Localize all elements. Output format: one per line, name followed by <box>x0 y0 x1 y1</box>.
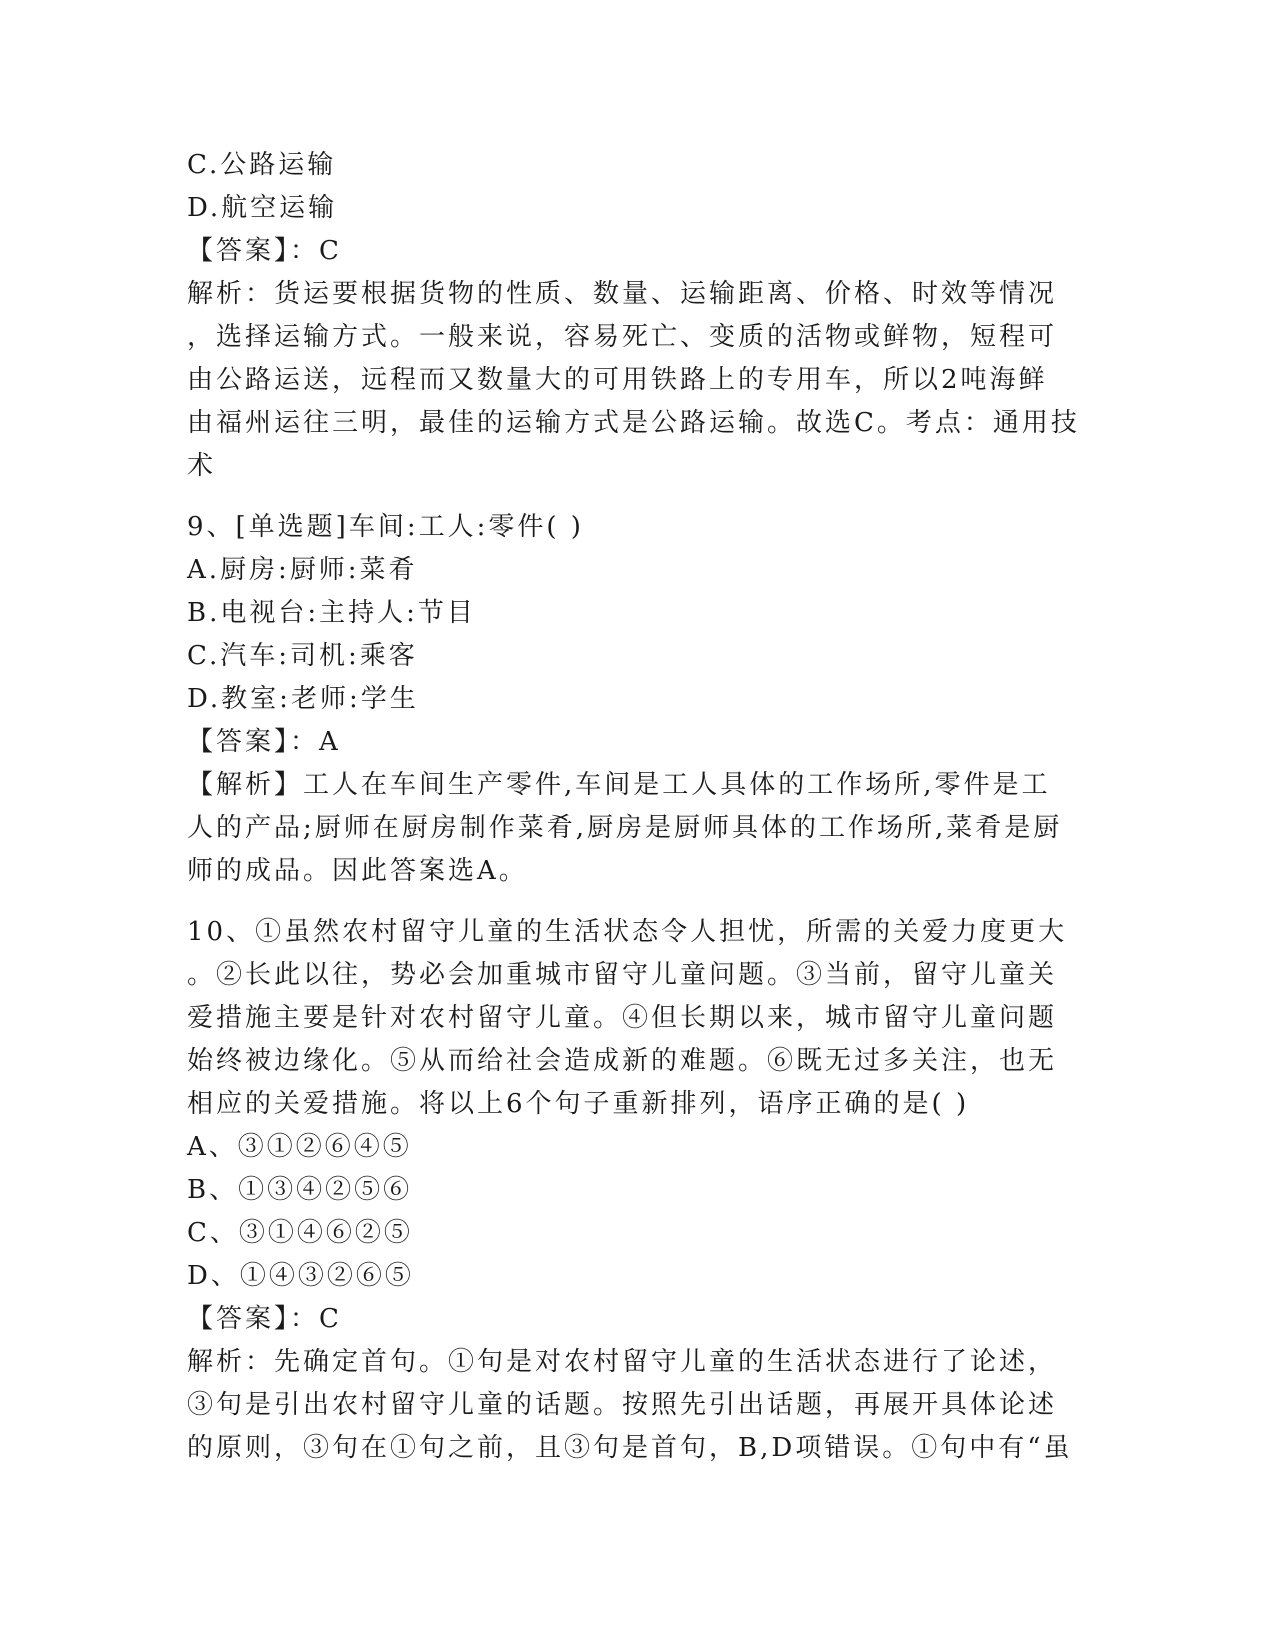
explanation-line: 由公路运送，远程而又数量大的可用铁路上的专用车，所以2吨海鲜 <box>187 365 1048 395</box>
answer: 【答案】：A <box>187 727 341 757</box>
explanation-line: ，选择运输方式。一般来说，容易死亡、变质的活物或鲜物，短程可 <box>187 322 1058 352</box>
explanation-line: 的原则，③句在①句之前，且③句是首句，B,D项错误。①句中有“虽 <box>187 1433 1073 1463</box>
explanation-line: 术 <box>187 451 217 481</box>
question-stem: 9、[单选题]车间:工人:零件( ) <box>187 512 584 542</box>
document-body <box>187 144 1087 1470</box>
explanation-line: 【解析】工人在车间生产零件,车间是工人具体的工作场所,零件是工 <box>187 770 1051 800</box>
question-10 <box>187 911 1087 1470</box>
question-8-tail <box>187 144 1087 488</box>
option-c: C.汽车:司机:乘客 <box>187 641 418 671</box>
explanation-line: 师的成品。因此答案选A。 <box>187 856 528 886</box>
option-d: D、①④③②⑥⑤ <box>187 1261 414 1291</box>
spacer <box>187 893 1087 911</box>
answer: 【答案】：C <box>187 236 342 266</box>
explanation-line: 解析：货运要根据货物的性质、数量、运输距离、价格、时效等情况 <box>187 279 1058 309</box>
question-stem: 爱措施主要是针对农村留守儿童。④但长期以来，城市留守儿童问题 <box>187 1003 1058 1033</box>
spacer <box>187 488 1087 506</box>
option-d: D.教室:老师:学生 <box>187 684 419 714</box>
question-9 <box>187 506 1087 893</box>
option-a: A.厨房:厨师:菜肴 <box>187 555 418 585</box>
question-stem: 始终被边缘化。⑤从而给社会造成新的难题。⑥既无过多关注，也无 <box>187 1046 1058 1076</box>
option-a: A、③①②⑥④⑤ <box>187 1132 412 1162</box>
option-d: D.航空运输 <box>187 193 338 223</box>
answer: 【答案】：C <box>187 1304 342 1334</box>
explanation-line: ③句是引出农村留守儿童的话题。按照先引出话题，再展开具体论述 <box>187 1390 1058 1420</box>
option-c: C.公路运输 <box>187 150 337 180</box>
question-stem: 。②长此以往，势必会加重城市留守儿童问题。③当前，留守儿童关 <box>187 960 1058 990</box>
option-b: B.电视台:主持人:节目 <box>187 598 476 628</box>
explanation-line: 解析：先确定首句。①句是对农村留守儿童的生活状态进行了论述， <box>187 1347 1058 1377</box>
explanation-line: 由福州运往三明，最佳的运输方式是公路运输。故选C。考点：通用技 <box>187 408 1080 438</box>
question-stem: 相应的关爱措施。将以上6个句子重新排列，语序正确的是( ) <box>187 1089 970 1119</box>
option-b: B、①③④②⑤⑥ <box>187 1175 413 1205</box>
option-c: C、③①④⑥②⑤ <box>187 1218 413 1248</box>
question-stem: 10、①虽然农村留守儿童的生活状态令人担忧，所需的关爱力度更大 <box>187 917 1068 947</box>
explanation-line: 人的产品;厨师在厨房制作菜肴,厨房是厨师具体的工作场所,菜肴是厨 <box>187 813 1063 843</box>
